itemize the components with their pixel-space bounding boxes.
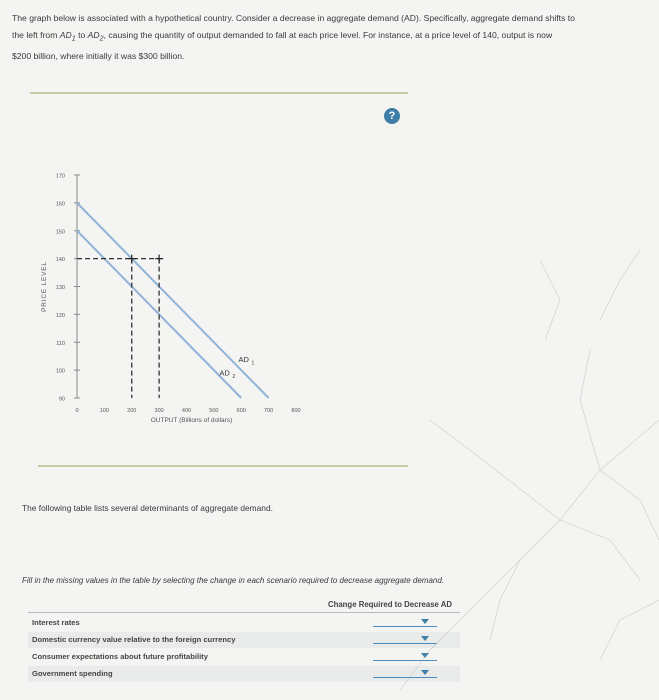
dropdown-currency-value[interactable] — [373, 633, 437, 644]
column-header: Change Required to Decrease AD — [327, 600, 452, 609]
x-tick-label: 600 — [236, 408, 246, 414]
intro-line-2: the left from $AD_1$ to $AD_2$, causing the quantity of output demanded to fall at each price level. For instance, at a price level of 140, output is now — [12, 30, 553, 43]
x-tick-label: 400 — [181, 408, 192, 414]
dropdown-interest-rates[interactable] — [373, 616, 437, 627]
series-line-ad1 — [77, 203, 269, 398]
series-label-ad2: AD — [219, 368, 230, 378]
intro-line-3: $200 billion, where initially it was $300 billion. — [12, 50, 185, 61]
series-label-sub: 2 — [232, 374, 236, 381]
series-label-ad1: AD — [238, 354, 249, 364]
chevron-down-icon — [421, 619, 429, 624]
x-tick-label: 500 — [209, 408, 219, 414]
ad1-symbol: AD — [59, 30, 72, 40]
chevron-down-icon — [421, 636, 429, 641]
intro-text — [12, 10, 652, 65]
dropdown-consumer-expectations[interactable] — [373, 650, 437, 661]
chevron-down-icon — [421, 670, 429, 675]
y-tick-label: 110 — [56, 340, 65, 347]
x-tick-label: 800 — [291, 408, 301, 414]
divider-top — [30, 92, 408, 94]
row-label-interest: Interest rates — [32, 618, 80, 627]
x-tick-label: 300 — [154, 408, 164, 414]
help-icon[interactable]: ? — [384, 108, 400, 124]
x-tick-label: 200 — [127, 408, 137, 414]
table-intro: The following table lists several determinants of aggregate demand. — [22, 503, 273, 513]
x-axis-label: OUTPUT (Billions of dollars) — [150, 417, 233, 424]
instructions: Fill in the missing values in the table by selecting the change in each scenario required to decrease aggregate demand. — [22, 576, 445, 585]
dropdown-government-spending[interactable] — [373, 667, 437, 678]
intro-line-1: The graph below is associated with a hypothetical country. Consider a decrease in aggregate demand (AD). Specifically, aggregate demand shifts to — [12, 13, 575, 23]
y-tick-label: 160 — [55, 201, 65, 208]
row-label-government: Government spending — [32, 669, 113, 678]
x-tick-label: 100 — [99, 408, 109, 414]
divider-bottom — [38, 465, 408, 467]
header-rule — [28, 612, 460, 613]
y-tick-label: 140 — [55, 257, 65, 264]
chevron-down-icon — [421, 653, 429, 658]
x-tick-label: 0 — [75, 408, 79, 414]
ad-chart[interactable] — [0, 150, 659, 450]
y-tick-label: 150 — [55, 229, 65, 236]
ad2-symbol: AD — [87, 30, 100, 40]
y-tick-label: 130 — [55, 285, 65, 291]
y-tick-label: 100 — [55, 368, 65, 375]
y-tick-label: 120 — [55, 312, 65, 319]
row-label-expectations: Consumer expectations about future profitability — [32, 652, 208, 661]
y-tick-label: 170 — [55, 173, 65, 180]
series-label-sub: 1 — [251, 360, 255, 367]
x-tick-label: 700 — [264, 408, 274, 414]
row-label-currency: Domestic currency value relative to the foreign currency — [32, 635, 236, 644]
y-axis-label: PRICE LEVEL — [41, 261, 48, 312]
y-tick-label: 90 — [58, 396, 65, 403]
